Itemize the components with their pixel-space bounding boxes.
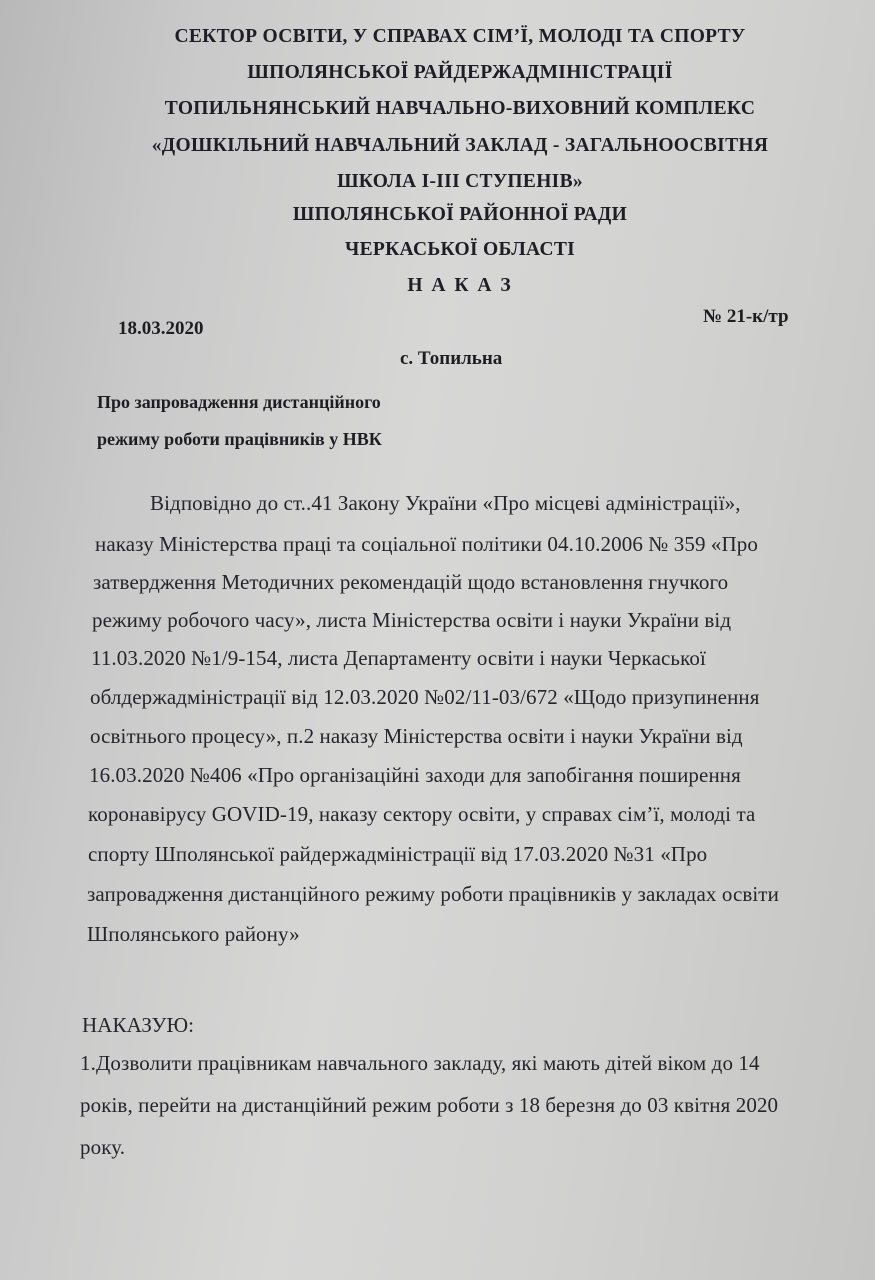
preamble-line-12: Шполянського району»: [87, 922, 300, 946]
item-1-line-2: років, перейти на дистанційний режим роботи з 18 березня до 03 квітня 2020: [80, 1093, 779, 1117]
preamble-line-9: коронавірусу GOVID-19, наказу сектору освіти, у справах сім’ї, молоді та: [88, 802, 756, 826]
preamble-line-3: затвердження Методичних рекомендацій щодо встановлення гнучкого: [93, 570, 729, 594]
order-word: НАКАЗУЮ:: [82, 1013, 195, 1037]
header-line-4: «ДОШКІЛЬНИЙ НАВЧАЛЬНИЙ ЗАКЛАД - ЗАГАЛЬНООСВІТНЯ: [151, 135, 769, 156]
subject-line-2: режиму роботи працівників у НВК: [97, 429, 382, 449]
order-number: № 21-к/тр: [703, 306, 789, 327]
header-line-2: ШПОЛЯНСЬКОЇ РАЙДЕРЖАДМІНІСТРАЦІЇ: [247, 62, 673, 83]
preamble-line-1: Відповідно до ст..41 Закону України «Про місцеві адміністрації»,: [150, 491, 741, 515]
preamble-line-7: освітнього процесу», п.2 наказу Міністерства освіти і науки України від: [90, 724, 743, 748]
header-line-5: ШКОЛА І-ІІІ СТУПЕНІВ»: [337, 171, 583, 192]
header-line-7: ЧЕРКАСЬКОЇ ОБЛАСТІ: [344, 239, 576, 260]
preamble-line-10: спорту Шполянської райдержадміністрації від 17.03.2020 №31 «Про: [88, 842, 708, 866]
order-date: 18.03.2020: [118, 318, 204, 339]
header-line-3: ТОПИЛЬНЯНСЬКИЙ НАВЧАЛЬНО-ВИХОВНИЙ КОМПЛЕКС: [164, 98, 756, 119]
doc-type-title: Н А К А З: [407, 275, 513, 296]
header-line-1: СЕКТОР ОСВІТИ, У СПРАВАХ СІМ’Ї, МОЛОДІ ТА СПОРТУ: [174, 26, 746, 47]
header-line-6: ШПОЛЯНСЬКОЇ РАЙОННОЇ РАДИ: [292, 204, 628, 225]
item-1-line-1: 1.Дозволити працівникам навчального закладу, які мають дітей віком до 14: [80, 1051, 760, 1075]
preamble-line-6: облдержадміністрації від 12.03.2020 №02/11-03/672 «Щодо призупинення: [90, 685, 760, 709]
item-1-line-3: року.: [80, 1135, 126, 1159]
subject-line-1: Про запровадження дистанційного: [97, 392, 381, 412]
preamble-line-8: 16.03.2020 №406 «Про організаційні заходи для запобігання поширення: [89, 763, 741, 787]
preamble-line-11: запровадження дистанційного режиму роботи працівників у закладах освіти: [87, 882, 779, 906]
preamble-line-4: режиму робочого часу», листа Міністерства освіти і науки України від: [92, 608, 732, 632]
order-place: с. Топильна: [400, 348, 503, 369]
preamble-line-2: наказу Міністерства праці та соціальної політики 04.10.2006 № 359 «Про: [95, 532, 758, 556]
preamble-line-5: 11.03.2020 №1/9-154, листа Департаменту освіти і науки Черкаської: [91, 646, 706, 670]
